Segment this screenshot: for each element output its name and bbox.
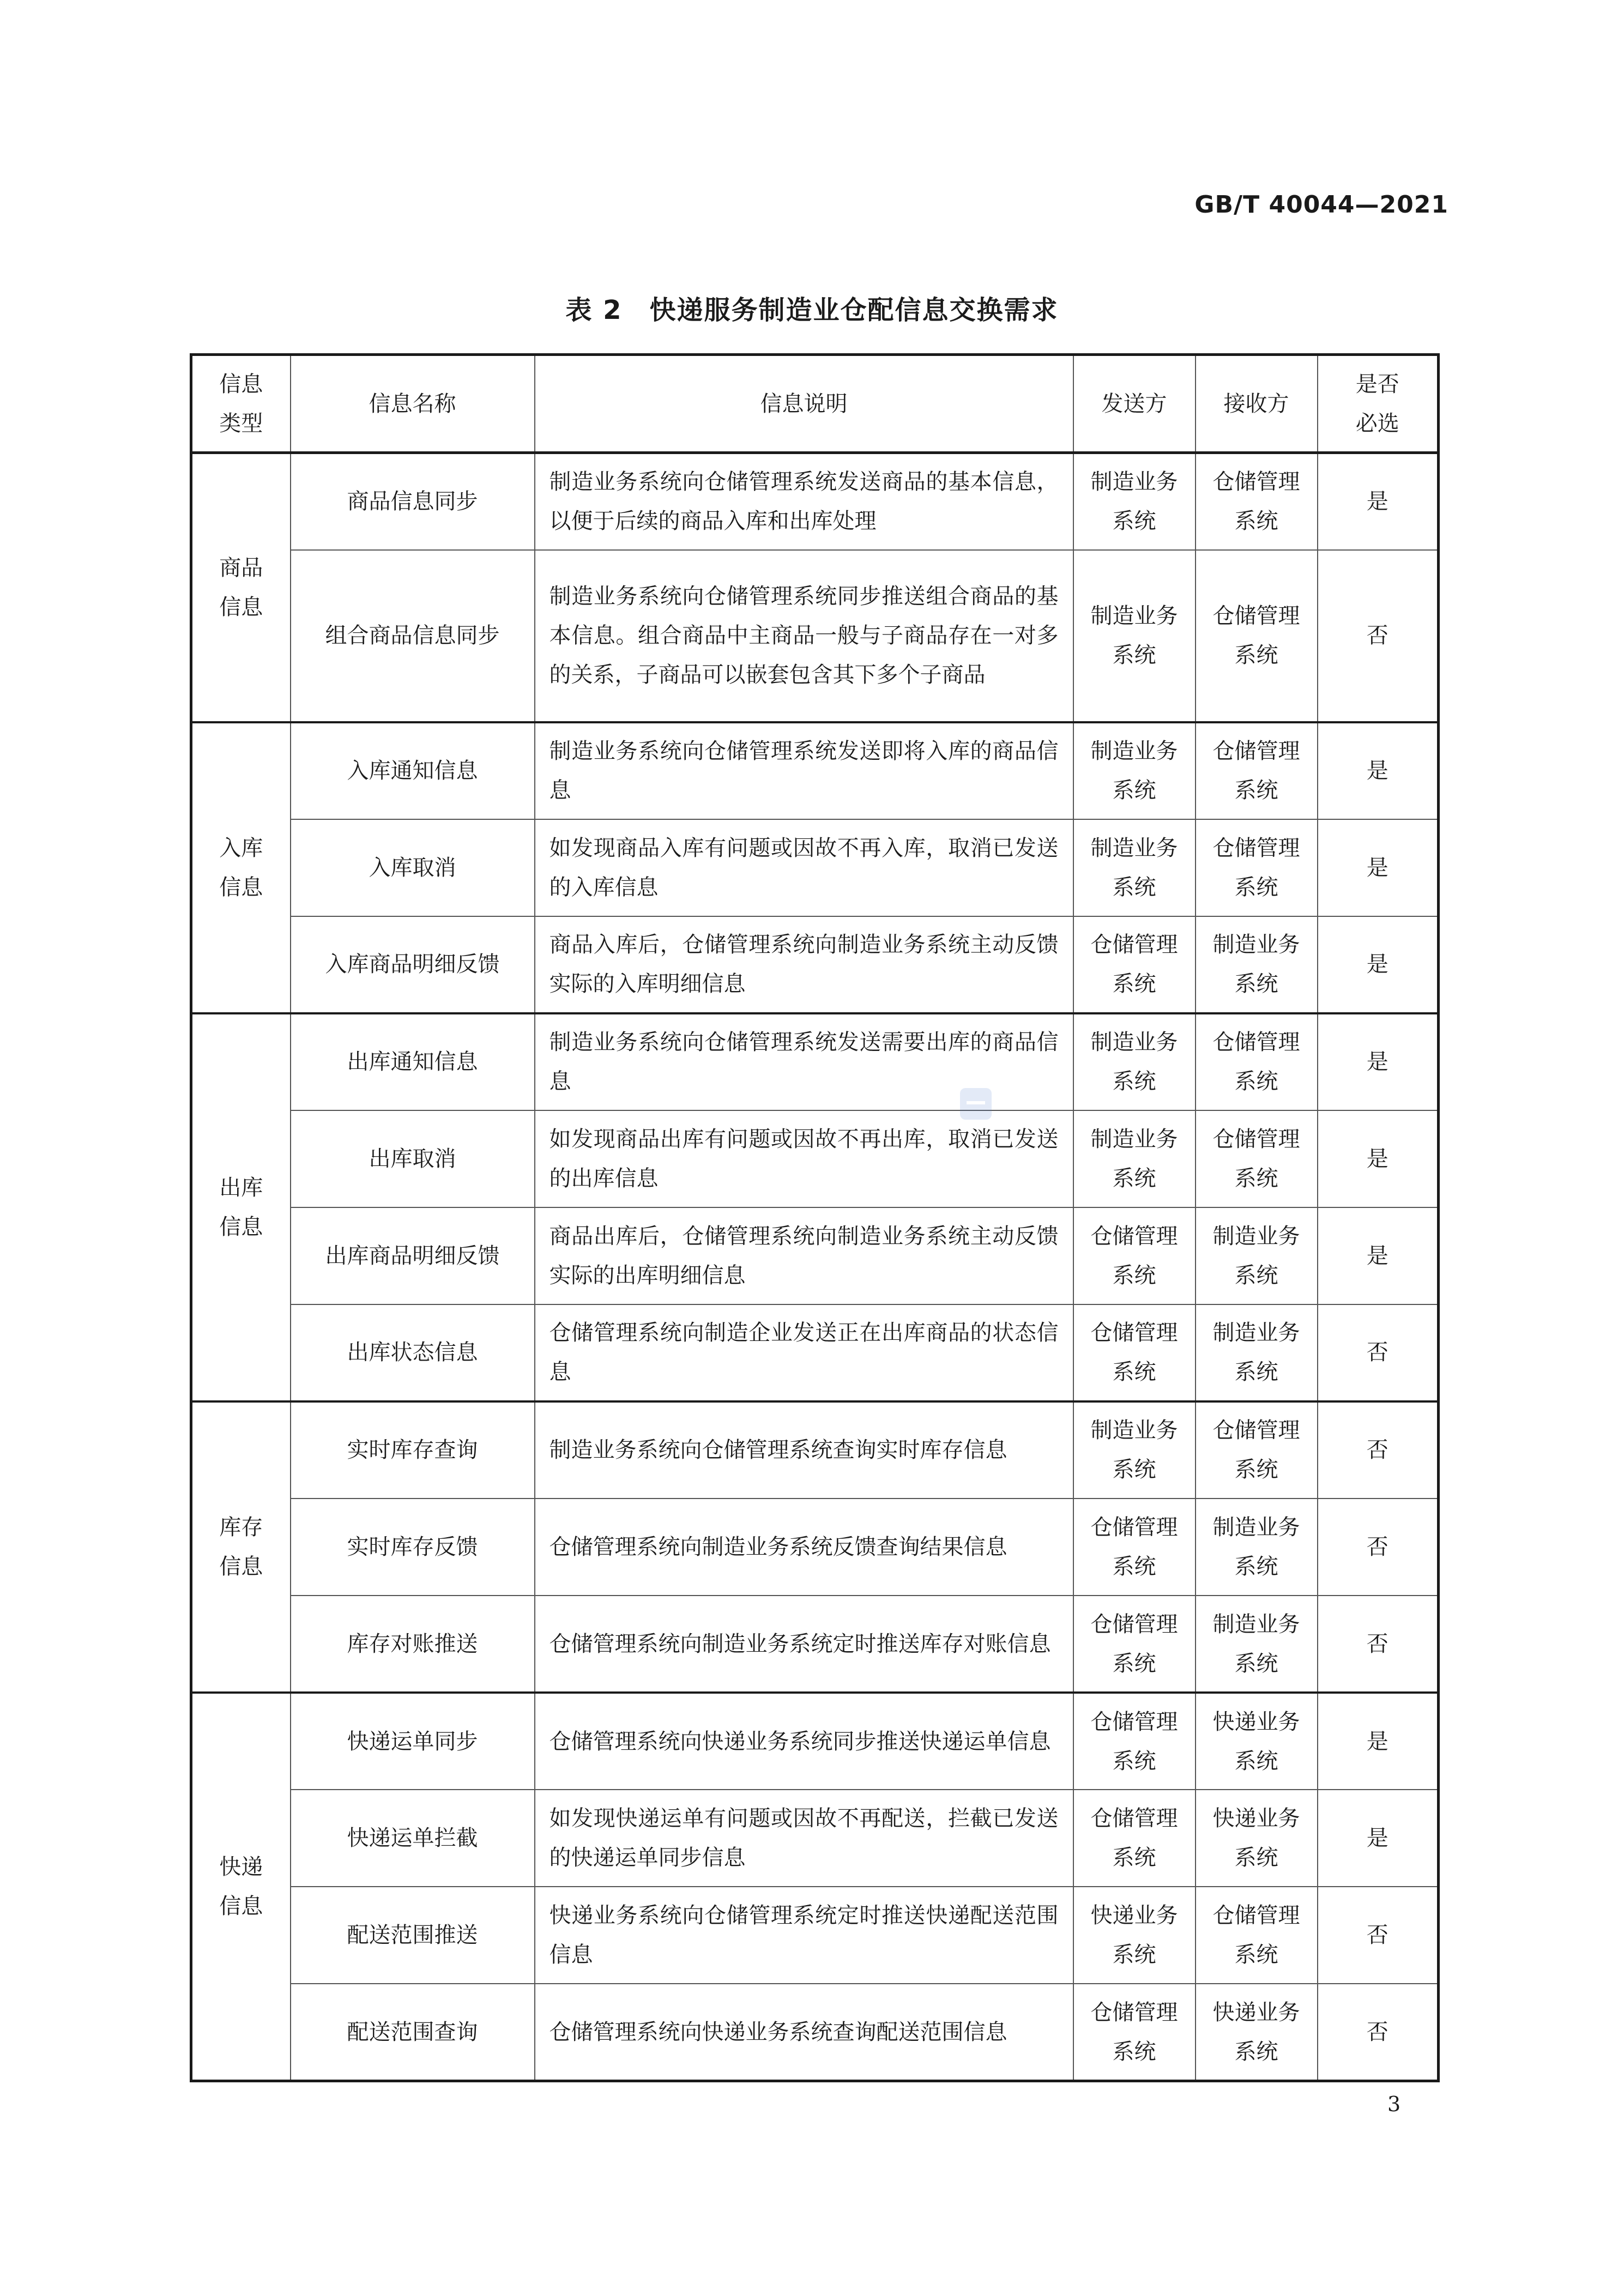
watermark-logo-icon [957,1085,995,1123]
info-type-cell: 快递 信息 [191,1693,291,2081]
info-desc-cell: 如发现商品入库有问题或因故不再入库，取消已发送的入库信息 [535,819,1073,916]
receiver-cell: 仓储管理 系统 [1196,1887,1318,1984]
info-name-cell: 配送范围推送 [291,1887,535,1984]
required-cell: 是 [1318,453,1439,550]
receiver-cell: 制造业务 系统 [1196,1304,1318,1401]
sender-cell: 制造业务 系统 [1073,453,1196,550]
table-row [191,1013,1439,1110]
table-row [191,1110,1439,1207]
info-name-cell: 入库商品明细反馈 [291,916,535,1013]
info-exchange-table [190,353,1440,2082]
info-name-cell: 出库商品明细反馈 [291,1207,535,1304]
info-name-cell: 实时库存反馈 [291,1499,535,1596]
info-desc-cell: 如发现商品出库有问题或因故不再出库，取消已发送的出库信息 [535,1110,1073,1207]
info-name-cell: 快递运单拦截 [291,1790,535,1887]
receiver-cell: 仓储管理 系统 [1196,453,1318,550]
sender-cell: 仓储管理 系统 [1073,1790,1196,1887]
receiver-cell: 制造业务 系统 [1196,1499,1318,1596]
sender-cell: 制造业务 系统 [1073,1110,1196,1207]
sender-cell: 制造业务 系统 [1073,819,1196,916]
info-name-cell: 出库取消 [291,1110,535,1207]
receiver-cell: 仓储管理 系统 [1196,550,1318,722]
required-cell: 是 [1318,1207,1439,1304]
sender-cell: 仓储管理 系统 [1073,1499,1196,1596]
table-row [191,1304,1439,1401]
info-desc-cell: 制造业务系统向仓储管理系统查询实时库存信息 [535,1401,1073,1499]
info-name-cell: 组合商品信息同步 [291,550,535,722]
required-cell: 是 [1318,1693,1439,1790]
info-name-cell: 入库通知信息 [291,722,535,819]
info-name-cell: 库存对账推送 [291,1596,535,1693]
info-desc-cell: 制造业务系统向仓储管理系统发送需要出库的商品信息 [535,1013,1073,1110]
table-row [191,722,1439,819]
info-type-cell: 商品 信息 [191,453,291,722]
table-row [191,1401,1439,1499]
info-name-cell: 商品信息同步 [291,453,535,550]
sender-cell: 仓储管理 系统 [1073,916,1196,1013]
info-desc-cell: 仓储管理系统向制造业务系统反馈查询结果信息 [535,1499,1073,1596]
info-desc-cell: 快递业务系统向仓储管理系统定时推送快递配送范围信息 [535,1887,1073,1984]
sender-cell: 制造业务 系统 [1073,1013,1196,1110]
sender-cell: 仓储管理 系统 [1073,1304,1196,1401]
table-header-row [191,355,1439,453]
sender-cell: 制造业务 系统 [1073,722,1196,819]
receiver-cell: 制造业务 系统 [1196,916,1318,1013]
header-info-desc: 信息说明 [535,355,1073,453]
sender-cell: 仓储管理 系统 [1073,1207,1196,1304]
info-desc-cell: 仓储管理系统向制造业务系统定时推送库存对账信息 [535,1596,1073,1693]
required-cell: 否 [1318,1984,1439,2081]
header-info-name: 信息名称 [291,355,535,453]
required-cell: 是 [1318,1013,1439,1110]
receiver-cell: 制造业务 系统 [1196,1596,1318,1693]
required-cell: 是 [1318,1110,1439,1207]
sender-cell: 制造业务 系统 [1073,550,1196,722]
sender-cell: 仓储管理 系统 [1073,1984,1196,2081]
required-cell: 否 [1318,1401,1439,1499]
required-cell: 是 [1318,1790,1439,1887]
receiver-cell: 仓储管理 系统 [1196,1401,1318,1499]
receiver-cell: 快递业务 系统 [1196,1790,1318,1887]
receiver-cell: 快递业务 系统 [1196,1984,1318,2081]
header-info-type: 信息 类型 [191,355,291,453]
table-row [191,1693,1439,1790]
table-number: 表 2 [565,295,623,325]
info-name-cell: 出库通知信息 [291,1013,535,1110]
required-cell: 是 [1318,722,1439,819]
table-row [191,1887,1439,1984]
page-number: 3 [1387,2092,1401,2116]
info-type-cell: 入库 信息 [191,722,291,1013]
sender-cell: 制造业务 系统 [1073,1401,1196,1499]
info-desc-cell: 如发现快递运单有问题或因故不再配送，拦截已发送的快递运单同步信息 [535,1790,1073,1887]
info-type-cell: 出库 信息 [191,1013,291,1401]
header-receiver: 接收方 [1196,355,1318,453]
table-body [191,453,1439,2081]
table-title-text: 快递服务制造业仓配信息交换需求 [649,295,1059,325]
receiver-cell: 仓储管理 系统 [1196,1110,1318,1207]
required-cell: 是 [1318,916,1439,1013]
info-name-cell: 实时库存查询 [291,1401,535,1499]
table-row [191,550,1439,722]
table-row [191,453,1439,550]
info-desc-cell: 商品入库后，仓储管理系统向制造业务系统主动反馈实际的入库明细信息 [535,916,1073,1013]
info-name-cell: 出库状态信息 [291,1304,535,1401]
table-row [191,1790,1439,1887]
header-sender: 发送方 [1073,355,1196,453]
table-row [191,916,1439,1013]
info-desc-cell: 仓储管理系统向制造企业发送正在出库商品的状态信息 [535,1304,1073,1401]
required-cell: 否 [1318,1596,1439,1693]
table-row [191,1984,1439,2081]
info-desc-cell: 制造业务系统向仓储管理系统同步推送组合商品的基本信息。组合商品中主商品一般与子商品存在一对多的关系，子商品可以嵌套包含其下多个子商品 [535,550,1073,722]
document-code: GB/T 40044—2021 [1194,191,1448,219]
required-cell: 否 [1318,1887,1439,1984]
info-name-cell: 入库取消 [291,819,535,916]
info-name-cell: 快递运单同步 [291,1693,535,1790]
table-row [191,1596,1439,1693]
info-type-cell: 库存 信息 [191,1401,291,1693]
required-cell: 否 [1318,550,1439,722]
sender-cell: 仓储管理 系统 [1073,1693,1196,1790]
table-title [0,289,1624,327]
receiver-cell: 快递业务 系统 [1196,1693,1318,1790]
header-required: 是否 必选 [1318,355,1439,453]
required-cell: 否 [1318,1304,1439,1401]
info-desc-cell: 商品出库后，仓储管理系统向制造业务系统主动反馈实际的出库明细信息 [535,1207,1073,1304]
sender-cell: 快递业务 系统 [1073,1887,1196,1984]
info-desc-cell: 仓储管理系统向快递业务系统同步推送快递运单信息 [535,1693,1073,1790]
receiver-cell: 仓储管理 系统 [1196,1013,1318,1110]
sender-cell: 仓储管理 系统 [1073,1596,1196,1693]
required-cell: 是 [1318,819,1439,916]
info-desc-cell: 制造业务系统向仓储管理系统发送即将入库的商品信息 [535,722,1073,819]
receiver-cell: 仓储管理 系统 [1196,722,1318,819]
receiver-cell: 仓储管理 系统 [1196,819,1318,916]
info-desc-cell: 仓储管理系统向快递业务系统查询配送范围信息 [535,1984,1073,2081]
table-row [191,1499,1439,1596]
info-name-cell: 配送范围查询 [291,1984,535,2081]
receiver-cell: 制造业务 系统 [1196,1207,1318,1304]
required-cell: 否 [1318,1499,1439,1596]
info-desc-cell: 制造业务系统向仓储管理系统发送商品的基本信息，以便于后续的商品入库和出库处理 [535,453,1073,550]
table-row [191,1207,1439,1304]
table-row [191,819,1439,916]
